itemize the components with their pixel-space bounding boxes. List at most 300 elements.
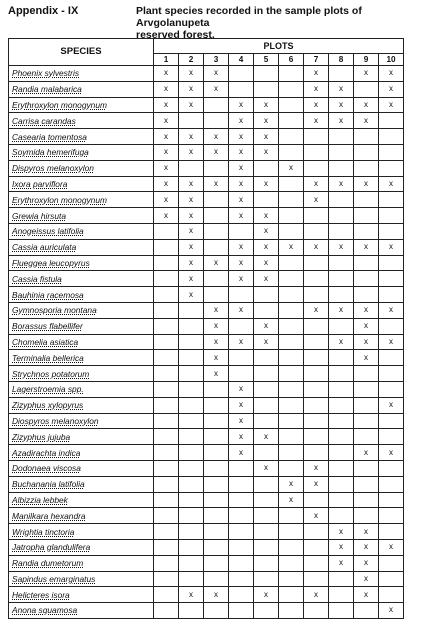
presence-cell <box>304 539 329 555</box>
presence-cell: x <box>204 81 229 97</box>
presence-cell <box>229 66 254 82</box>
presence-cell <box>204 381 229 397</box>
presence-cell <box>229 508 254 524</box>
presence-cell: x <box>179 192 204 208</box>
presence-cell: x <box>354 318 379 334</box>
species-name: Lagerstroemia spp. <box>9 381 154 397</box>
presence-cell: x <box>304 176 329 192</box>
presence-cell <box>329 287 354 303</box>
table-row <box>9 255 404 271</box>
presence-cell <box>354 508 379 524</box>
species-name: Gymnosporia montana <box>9 302 154 318</box>
presence-cell <box>204 223 229 239</box>
plot-number-5: 5 <box>254 54 279 66</box>
presence-cell: x <box>379 397 404 413</box>
presence-cell <box>254 381 279 397</box>
presence-cell <box>379 208 404 224</box>
presence-cell <box>179 113 204 129</box>
species-name: Wrightia tinctoria <box>9 524 154 540</box>
caption-line-1: Plant species recorded in the sample plots of Arvgolanupeta <box>136 5 362 29</box>
presence-cell: x <box>329 239 354 255</box>
presence-cell: x <box>229 429 254 445</box>
presence-cell: x <box>154 160 179 176</box>
presence-cell <box>304 603 329 619</box>
presence-cell: x <box>354 113 379 129</box>
presence-cell <box>279 397 304 413</box>
presence-cell: x <box>229 192 254 208</box>
presence-cell <box>229 539 254 555</box>
presence-cell: x <box>354 587 379 603</box>
presence-cell <box>279 460 304 476</box>
table-row <box>9 381 404 397</box>
presence-cell <box>354 255 379 271</box>
presence-cell <box>379 223 404 239</box>
presence-cell <box>279 571 304 587</box>
presence-cell <box>279 255 304 271</box>
plot-number-4: 4 <box>229 54 254 66</box>
presence-cell <box>354 476 379 492</box>
table-row <box>9 192 404 208</box>
presence-cell: x <box>179 144 204 160</box>
presence-cell <box>254 287 279 303</box>
table-row <box>9 239 404 255</box>
presence-cell <box>304 318 329 334</box>
presence-cell: x <box>304 66 329 82</box>
presence-cell <box>329 255 354 271</box>
species-plots-table <box>8 38 404 619</box>
presence-cell <box>329 413 354 429</box>
presence-cell <box>279 144 304 160</box>
presence-cell: x <box>329 97 354 113</box>
species-name: Randia malabarica <box>9 81 154 97</box>
presence-cell <box>204 476 229 492</box>
presence-cell <box>354 223 379 239</box>
presence-cell <box>379 318 404 334</box>
presence-cell <box>229 350 254 366</box>
presence-cell <box>204 160 229 176</box>
presence-cell <box>229 476 254 492</box>
table-row <box>9 144 404 160</box>
presence-cell: x <box>179 97 204 113</box>
presence-cell: x <box>304 302 329 318</box>
presence-cell: x <box>254 587 279 603</box>
presence-cell <box>204 271 229 287</box>
presence-cell <box>329 445 354 461</box>
presence-cell <box>154 413 179 429</box>
presence-cell: x <box>304 460 329 476</box>
species-name: Manilkara hexandra <box>9 508 154 524</box>
presence-cell <box>329 223 354 239</box>
presence-cell: x <box>354 524 379 540</box>
presence-cell <box>254 571 279 587</box>
presence-cell <box>279 271 304 287</box>
species-name: Cassia auriculata <box>9 239 154 255</box>
presence-cell: x <box>304 587 329 603</box>
presence-cell: x <box>254 223 279 239</box>
caption-line-2: reserved forest. <box>136 29 215 41</box>
presence-cell <box>304 366 329 382</box>
presence-cell <box>329 381 354 397</box>
presence-cell <box>304 255 329 271</box>
table-row <box>9 587 404 603</box>
species-name: Phoenix sylvestris <box>9 66 154 82</box>
presence-cell <box>229 571 254 587</box>
table-row <box>9 223 404 239</box>
presence-cell <box>354 192 379 208</box>
presence-cell <box>254 160 279 176</box>
presence-cell <box>379 476 404 492</box>
presence-cell: x <box>229 271 254 287</box>
presence-cell: x <box>179 587 204 603</box>
presence-cell: x <box>279 239 304 255</box>
presence-cell <box>154 318 179 334</box>
presence-cell <box>229 492 254 508</box>
presence-cell: x <box>379 539 404 555</box>
presence-cell <box>379 492 404 508</box>
table-row <box>9 571 404 587</box>
presence-cell <box>379 366 404 382</box>
presence-cell <box>179 302 204 318</box>
presence-cell <box>354 271 379 287</box>
presence-cell <box>279 587 304 603</box>
presence-cell <box>154 381 179 397</box>
presence-cell <box>304 208 329 224</box>
species-name: Azadirachta indica <box>9 445 154 461</box>
presence-cell <box>304 129 329 145</box>
table-row <box>9 555 404 571</box>
presence-cell <box>354 144 379 160</box>
presence-cell <box>304 287 329 303</box>
table-row <box>9 429 404 445</box>
presence-cell <box>154 429 179 445</box>
species-name: Dispyros melanoxylon <box>9 160 154 176</box>
species-name: Erythroxylon monogynum <box>9 97 154 113</box>
presence-cell <box>329 603 354 619</box>
presence-cell <box>204 97 229 113</box>
presence-cell <box>154 255 179 271</box>
table-row <box>9 129 404 145</box>
presence-cell: x <box>379 176 404 192</box>
presence-cell <box>154 603 179 619</box>
presence-cell <box>329 350 354 366</box>
table-row <box>9 287 404 303</box>
presence-cell <box>154 302 179 318</box>
presence-cell: x <box>204 255 229 271</box>
presence-cell <box>379 381 404 397</box>
presence-cell <box>279 603 304 619</box>
presence-cell <box>254 397 279 413</box>
table-row <box>9 160 404 176</box>
presence-cell <box>329 508 354 524</box>
presence-cell <box>179 350 204 366</box>
species-name: Chomelia asiatica <box>9 334 154 350</box>
presence-cell <box>329 271 354 287</box>
presence-cell: x <box>329 302 354 318</box>
species-name: Bauhinia racemosa <box>9 287 154 303</box>
presence-cell <box>379 129 404 145</box>
presence-cell: x <box>329 334 354 350</box>
table-row <box>9 66 404 82</box>
presence-cell <box>279 302 304 318</box>
presence-cell <box>304 445 329 461</box>
presence-cell: x <box>379 302 404 318</box>
presence-cell <box>254 445 279 461</box>
table-row <box>9 318 404 334</box>
presence-cell <box>204 397 229 413</box>
presence-cell: x <box>379 66 404 82</box>
presence-cell: x <box>354 555 379 571</box>
presence-cell <box>354 413 379 429</box>
presence-cell: x <box>254 429 279 445</box>
presence-cell: x <box>154 129 179 145</box>
presence-cell <box>254 81 279 97</box>
presence-cell: x <box>179 81 204 97</box>
species-name: Helicteres isora <box>9 587 154 603</box>
presence-cell <box>254 66 279 82</box>
species-name: Randia dumetorum <box>9 555 154 571</box>
presence-cell <box>379 429 404 445</box>
presence-cell <box>354 603 379 619</box>
presence-cell <box>329 144 354 160</box>
presence-cell <box>254 492 279 508</box>
presence-cell: x <box>229 381 254 397</box>
presence-cell <box>204 492 229 508</box>
presence-cell: x <box>154 208 179 224</box>
species-name: Soymida hemerifuga <box>9 144 154 160</box>
presence-cell <box>329 66 354 82</box>
presence-cell: x <box>379 81 404 97</box>
presence-cell <box>279 555 304 571</box>
presence-cell <box>329 318 354 334</box>
presence-cell <box>179 476 204 492</box>
presence-cell <box>304 350 329 366</box>
species-name: Dodonaea viscosa <box>9 460 154 476</box>
presence-cell: x <box>329 524 354 540</box>
presence-cell <box>179 318 204 334</box>
presence-cell <box>154 366 179 382</box>
species-name: Buchanania latifolia <box>9 476 154 492</box>
presence-cell <box>154 287 179 303</box>
presence-cell <box>179 603 204 619</box>
presence-cell: x <box>154 176 179 192</box>
table-row <box>9 350 404 366</box>
species-name: Carrisa carandas <box>9 113 154 129</box>
table-row <box>9 524 404 540</box>
presence-cell <box>354 287 379 303</box>
presence-cell <box>279 413 304 429</box>
table-body <box>9 66 404 619</box>
presence-cell <box>329 129 354 145</box>
presence-cell: x <box>354 334 379 350</box>
presence-cell <box>304 223 329 239</box>
presence-cell: x <box>304 239 329 255</box>
presence-cell <box>229 603 254 619</box>
presence-cell <box>379 555 404 571</box>
table-row <box>9 334 404 350</box>
presence-cell <box>229 366 254 382</box>
presence-cell <box>154 555 179 571</box>
presence-cell <box>279 176 304 192</box>
presence-cell: x <box>229 129 254 145</box>
presence-cell <box>204 539 229 555</box>
presence-cell <box>154 350 179 366</box>
presence-cell <box>204 113 229 129</box>
presence-cell <box>279 287 304 303</box>
presence-cell: x <box>379 97 404 113</box>
presence-cell <box>204 287 229 303</box>
presence-cell <box>254 476 279 492</box>
presence-cell <box>354 366 379 382</box>
presence-cell <box>154 460 179 476</box>
presence-cell: x <box>254 271 279 287</box>
species-name: Albizzia lebbek <box>9 492 154 508</box>
presence-cell <box>254 508 279 524</box>
presence-cell: x <box>254 176 279 192</box>
presence-cell <box>179 508 204 524</box>
presence-cell <box>254 539 279 555</box>
presence-cell <box>229 460 254 476</box>
presence-cell: x <box>379 334 404 350</box>
presence-cell: x <box>179 66 204 82</box>
presence-cell <box>279 350 304 366</box>
presence-cell: x <box>154 81 179 97</box>
presence-cell <box>304 492 329 508</box>
table-row <box>9 176 404 192</box>
species-name: Ixora parviflora <box>9 176 154 192</box>
presence-cell: x <box>154 192 179 208</box>
presence-cell <box>154 239 179 255</box>
plot-number-3: 3 <box>204 54 229 66</box>
presence-cell <box>329 160 354 176</box>
presence-cell: x <box>254 460 279 476</box>
presence-cell: x <box>204 366 229 382</box>
presence-cell: x <box>204 334 229 350</box>
presence-cell: x <box>229 302 254 318</box>
presence-cell <box>204 508 229 524</box>
appendix-label: Appendix - IX <box>8 5 79 17</box>
table-row <box>9 271 404 287</box>
presence-cell: x <box>204 302 229 318</box>
presence-cell <box>379 271 404 287</box>
header-row-top <box>9 39 404 54</box>
presence-cell <box>379 255 404 271</box>
presence-cell <box>304 334 329 350</box>
table-row <box>9 302 404 318</box>
presence-cell: x <box>229 208 254 224</box>
presence-cell <box>304 144 329 160</box>
presence-cell: x <box>304 508 329 524</box>
presence-cell: x <box>154 97 179 113</box>
presence-cell: x <box>329 176 354 192</box>
presence-cell: x <box>304 113 329 129</box>
species-name: Sapindus emarginatus <box>9 571 154 587</box>
presence-cell <box>379 460 404 476</box>
presence-cell <box>304 555 329 571</box>
presence-cell: x <box>204 129 229 145</box>
presence-cell: x <box>379 445 404 461</box>
presence-cell <box>379 113 404 129</box>
presence-cell <box>354 160 379 176</box>
presence-cell <box>179 571 204 587</box>
species-name: Grewia hirsuta <box>9 208 154 224</box>
presence-cell: x <box>229 413 254 429</box>
presence-cell: x <box>179 176 204 192</box>
presence-cell <box>279 381 304 397</box>
species-name: Cassia fistula <box>9 271 154 287</box>
presence-cell <box>154 334 179 350</box>
table-row <box>9 460 404 476</box>
presence-cell <box>179 381 204 397</box>
plot-number-8: 8 <box>329 54 354 66</box>
presence-cell <box>379 413 404 429</box>
presence-cell: x <box>179 271 204 287</box>
table-row <box>9 81 404 97</box>
presence-cell <box>279 508 304 524</box>
presence-cell <box>354 381 379 397</box>
species-name: Jatropha glandulifera <box>9 539 154 555</box>
presence-cell <box>204 555 229 571</box>
presence-cell <box>354 397 379 413</box>
presence-cell <box>179 460 204 476</box>
presence-cell <box>304 271 329 287</box>
table-row <box>9 366 404 382</box>
presence-cell <box>279 539 304 555</box>
presence-cell <box>204 460 229 476</box>
presence-cell <box>279 129 304 145</box>
presence-cell <box>354 460 379 476</box>
presence-cell <box>279 66 304 82</box>
species-name: Anona squamosa <box>9 603 154 619</box>
presence-cell <box>254 603 279 619</box>
presence-cell: x <box>354 239 379 255</box>
presence-cell <box>304 413 329 429</box>
presence-cell <box>154 524 179 540</box>
presence-cell <box>354 129 379 145</box>
presence-cell: x <box>254 144 279 160</box>
presence-cell <box>154 476 179 492</box>
presence-cell <box>329 492 354 508</box>
species-name: Terminalia bellerica <box>9 350 154 366</box>
table-row <box>9 492 404 508</box>
presence-cell: x <box>229 97 254 113</box>
presence-cell <box>204 524 229 540</box>
presence-cell: x <box>204 144 229 160</box>
presence-cell <box>304 381 329 397</box>
plots-column-header: PLOTS <box>154 39 404 54</box>
presence-cell <box>329 397 354 413</box>
presence-cell <box>229 524 254 540</box>
presence-cell <box>254 350 279 366</box>
presence-cell <box>304 524 329 540</box>
presence-cell <box>329 366 354 382</box>
presence-cell: x <box>179 239 204 255</box>
presence-cell: x <box>229 239 254 255</box>
table-row <box>9 208 404 224</box>
presence-cell: x <box>229 445 254 461</box>
species-name: Flueggea leucopyrus <box>9 255 154 271</box>
presence-cell: x <box>229 160 254 176</box>
plot-number-1: 1 <box>154 54 179 66</box>
presence-cell: x <box>354 97 379 113</box>
presence-cell <box>329 429 354 445</box>
presence-cell <box>204 603 229 619</box>
presence-cell <box>154 445 179 461</box>
presence-cell <box>179 397 204 413</box>
presence-cell <box>279 334 304 350</box>
presence-cell: x <box>304 97 329 113</box>
presence-cell: x <box>254 97 279 113</box>
presence-cell <box>204 429 229 445</box>
